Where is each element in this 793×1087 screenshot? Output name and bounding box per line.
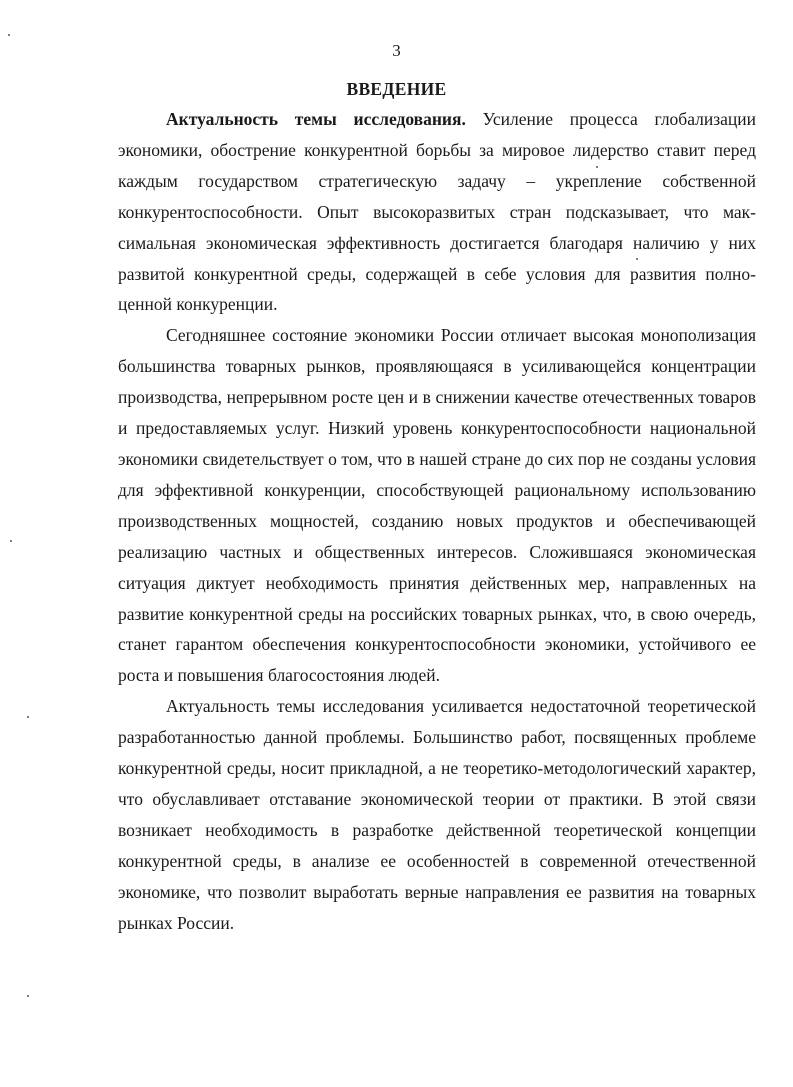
paragraph-economy-state: Сегодняшнее состояние экономики России отличает высокая монополизация большинства товарных рынков, проявляющаяся в усиливающейся концентрации производства, непрерывном росте цен и в снижении качестве отечественных товаров и предоставляемых услуг. Низкий уровень конкурентоспособности национальной экономики свидетельствует о том, что в нашей стране до сих пор не созданы условия для эффективной конкуренции, способствующей рациональному использованию производственных мощностей, созданию новых продуктов и обеспечивающей реализацию частных и общественных интересов. Сложившаяся экономическая ситуация диктует необходимость принятия действенных мер, направленных на развитие конкурентной среды на российских товарных рынках, что, в свою очередь, станет гарантом обеспечения конкурентоспособности экономики, устойчивого ее роста и повышения благосостояния людей. (118, 325, 756, 686)
scan-speck (27, 716, 29, 718)
scan-speck (596, 166, 598, 168)
scan-speck (27, 995, 29, 997)
section-heading: ВВЕДЕНИЕ (346, 79, 447, 99)
paragraph-text: Усиление процесса глобализации экономики, обострение конкурентной борьбы за мировое лидерство ставит перед каждым государством стратегическую задачу – укрепление собственной конкурентоспособности. Опыт высокоразвитых стран подсказывает, что максимальная экономическая эффективность достигается благодаря наличию у них развитой конкурентной среды, содержащей в себе условия для развития полноценной конкуренции. (118, 109, 756, 315)
page-number: 3 (392, 41, 401, 60)
paragraph-lead: Актуальность темы исследования. (166, 109, 466, 129)
scan-speck (10, 540, 12, 542)
scan-speck (8, 34, 10, 36)
paragraph-relevance (118, 104, 756, 320)
paragraph-theory-gap: Актуальность темы исследования усиливается недостаточной теоретической разработанностью данной проблемы. Большинство работ, посвященных проблеме конкурентной среды, носит прикладной, а не теоретико-методологический характер, что обуславливает отставание экономической теории от практики. В этой связи возникает необходимость в разработке действенной теоретической концепции конкурентной среды, в анализе ее особенностей в современной отечественной экономике, что позволит выработать верные направления ее развития на товарных рынках России. (118, 696, 756, 933)
body-text (118, 104, 756, 938)
scan-speck (636, 258, 638, 260)
